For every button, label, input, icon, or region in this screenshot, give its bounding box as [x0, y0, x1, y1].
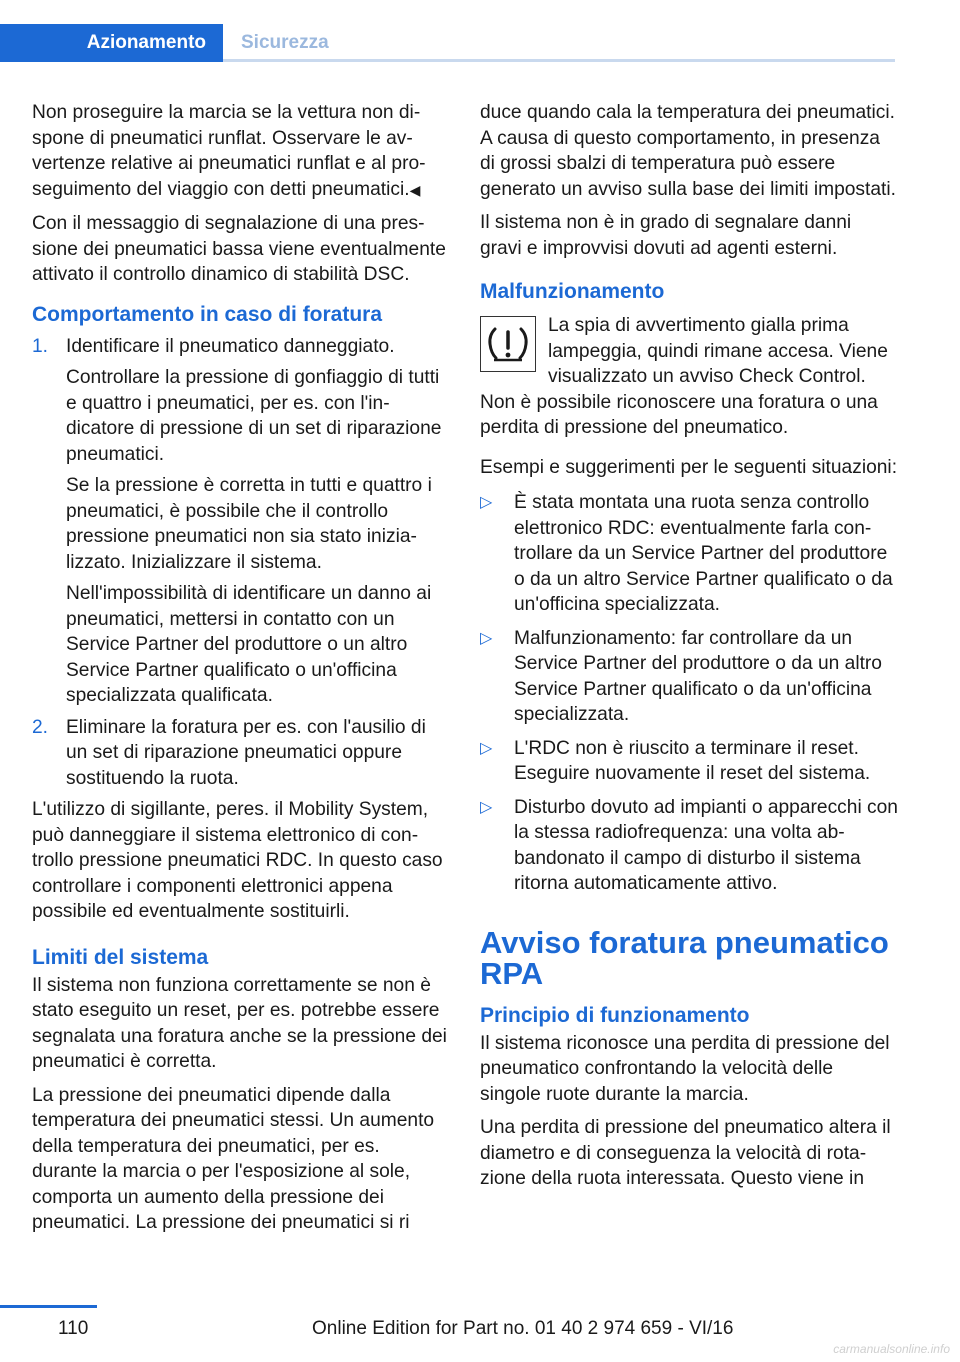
paragraph: duce quando cala la temperatura dei pneumatici. A causa di questo comportamento, in presenza di grossi sbalzi di temperatura può essere generato un avviso sulla base dei limiti impostati.	[480, 102, 896, 200]
left-column	[32, 100, 450, 1244]
heading-foratura: Comportamento in caso di foratura	[32, 302, 383, 326]
paragraph: Il sistema riconosce una perdita di pressione del pneumatico confrontando la velocità delle singole ruote durante la marcia.	[480, 1032, 890, 1105]
paragraph: Esempi e suggerimenti per le seguenti situazioni:	[480, 456, 898, 478]
warning-description: La spia di avvertimento gialla prima lampeggia, quindi rimane accesa. Viene visualizzato un avviso Check Control.	[548, 315, 888, 387]
tab-sicurezza[interactable]: Sicurezza	[241, 32, 329, 53]
step-text: Identificare il pneumatico danneggiato.	[66, 335, 395, 357]
bullet-item	[480, 626, 898, 728]
bullet-triangle-icon: ▷	[480, 798, 493, 816]
list-item	[32, 334, 450, 709]
heading-malfunzionamento: Malfunzionamento	[480, 280, 665, 303]
page-number: 110	[58, 1318, 89, 1339]
step-text: Controllare la pressione di gonfiaggio di tutti e quattro i pneumatici, per es. con l'indicatore di pressione di un set di riparazione pneumatici.	[66, 367, 442, 465]
bullet-triangle-icon: ▷	[480, 739, 493, 757]
paragraph: Il sistema non è in grado di segnalare danni gravi e improvvisi dovuti ad agenti esterni.	[480, 212, 852, 259]
paragraph: Non è possibile riconoscere una foratura o una perdita di pressione del pneumatico.	[480, 391, 878, 438]
bullet-triangle-icon: ▷	[480, 629, 493, 647]
paragraph: L'utilizzo di sigillante, peres. il Mobility System, può danneggiare il sistema elettronico di controllo pressione pneumatici RDC. In questo caso controllare i componenti elettronici appena possibile ed eventualmente sostituirli.	[32, 799, 443, 922]
header-tabs	[0, 24, 895, 62]
end-mark: ◀	[409, 181, 421, 198]
heading-limiti: Limiti del sistema	[32, 945, 209, 969]
right-column	[480, 100, 898, 1200]
list-item	[32, 715, 450, 792]
bullet-text: L'RDC non è riuscito a terminare il reset. Eseguire nuovamente il reset del sistema.	[514, 737, 871, 784]
warning-block	[480, 313, 898, 390]
bullet-item	[480, 736, 898, 787]
footer-rule	[0, 1305, 97, 1308]
paragraph: Con il messaggio di segnalazione di una pressione dei pneumatici bassa viene eventualmente attivato il controllo dinamico di stabilità DSC.	[32, 213, 446, 285]
bullet-text: È stata montata una ruota senza controllo elettronico RDC: eventualmente farla controllare da un Service Partner del produttore o da un altro Service Partner qualificato o da un'officina specializzata.	[514, 492, 893, 615]
list-number: 2.	[32, 716, 49, 738]
step-text: Eliminare la foratura per es. con l'ausilio di un set di riparazione pneumatici oppure sostituendo la ruota.	[66, 716, 426, 789]
heading-principio: Principio di funzionamento	[480, 1003, 750, 1027]
tab-azionamento[interactable]: Azionamento	[0, 24, 223, 62]
header-rule	[223, 59, 895, 62]
heading-rpa: Avviso foratura pneumatico RPA	[480, 924, 889, 991]
paragraph: La pressione dei pneumatici dipende dalla temperatura dei pneumatici stessi. Un aumento della temperatura dei pneumatici, per es. durante la marcia o per l'esposizione al sole, comporta un aumento della pressione dei pneumatici. La pressione dei pneumatici si ri	[32, 1084, 435, 1233]
bullet-triangle-icon: ▷	[480, 494, 493, 511]
step-text: Se la pressione è corretta in tutti e quattro i pneumatici, è possibile che il controllo pressione pneumatici non sia stato inizializzato. Inizializzare il sistema.	[66, 475, 432, 573]
paragraph: Il sistema non funziona correttamente se non è stato eseguito un reset, per es. potrebbe essere segnalata una foratura anche se la pressione dei pneumatici è corretta.	[32, 974, 447, 1072]
watermark: carmanualsonline.info	[833, 1342, 950, 1356]
paragraph: Non proseguire la marcia se la vettura non dispone di pneumatici runflat. Osservare le avvertenze relative ai pneumatici runflat e al proseguimento del viaggio con detti pneumatici.◀	[32, 102, 426, 200]
step-text: Nell'impossibilità di identificare un danno ai pneumatici, mettersi in contatto con un Service Partner del produttore o un altro Service Partner qualificato o un'officina specializzata qualificata.	[66, 583, 432, 706]
list-number: 1.	[32, 335, 49, 357]
bullet-item	[480, 795, 898, 897]
tire-pressure-warning-icon	[480, 316, 536, 372]
bullet-text: Malfunzionamento: far controllare da un Service Partner del produttore o da un altro Service Partner qualificato o da un'officina specializzata.	[514, 627, 882, 725]
edition-info: Online Edition for Part no. 01 40 2 974 659 - VI/16	[312, 1318, 734, 1339]
bullet-text: Disturbo dovuto ad impianti o apparecchi con la stessa radiofrequenza: una volta abbandonato il campo di disturbo il sistema ritorna automaticamente attivo.	[514, 796, 898, 894]
paragraph: Una perdita di pressione del pneumatico altera il diametro e di conseguenza la velocità di rotazione della ruota interessata. Questo viene in	[480, 1117, 891, 1189]
bullet-item	[480, 490, 898, 618]
